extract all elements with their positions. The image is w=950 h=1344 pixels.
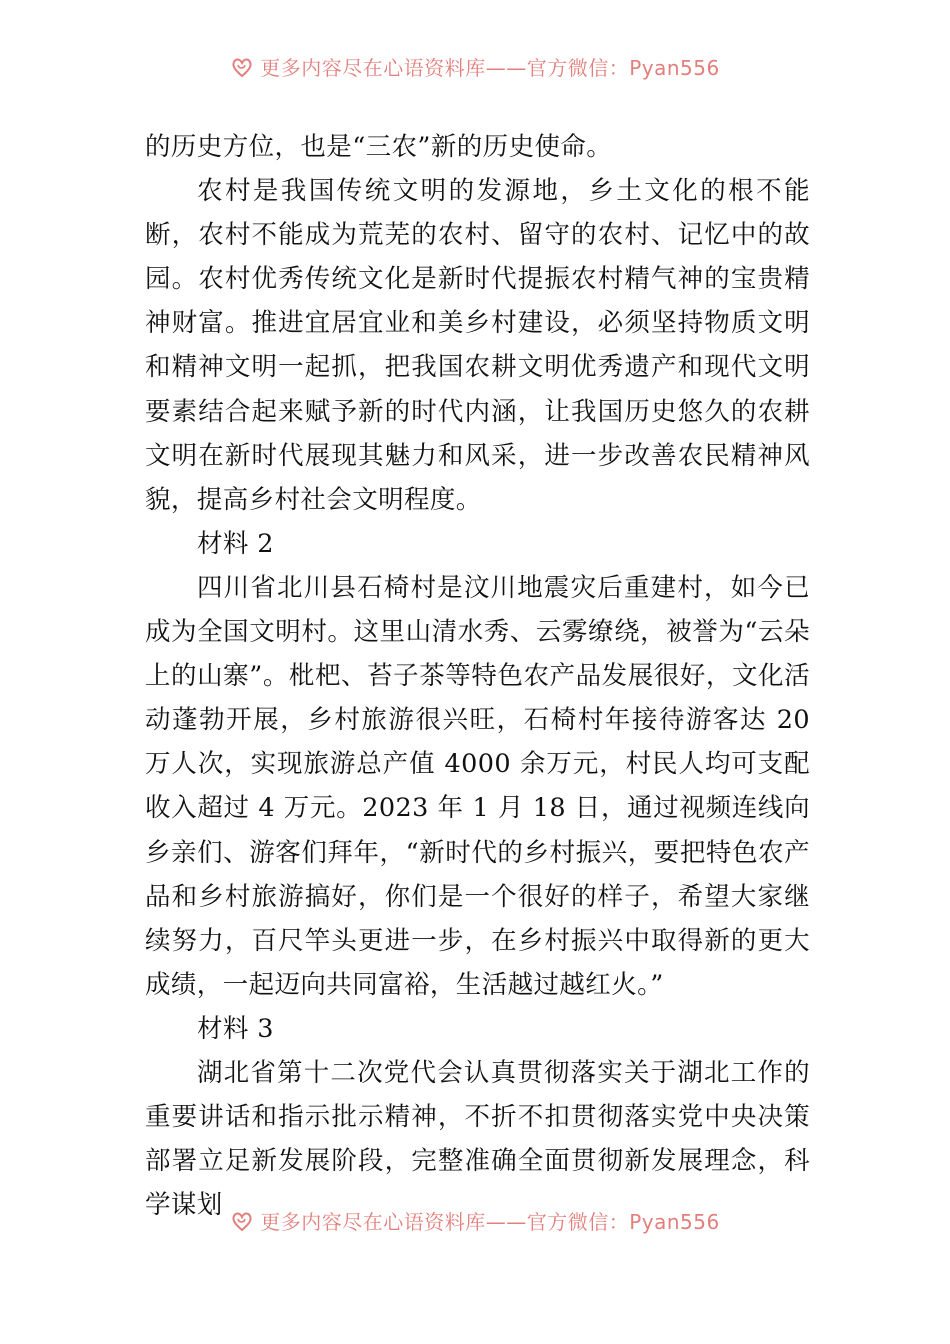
paragraph-shiyi-village: 四川省北川县石椅村是汶川地震灾后重建村，如今已成为全国文明村。这里山清水秀、云雾缭绕，被誉为“云朵上的山寨”。枇杷、苔子茶等特色农产品发展很好，文化活动蓬勃开展，乡村旅游很兴旺，石椅村年接待游客达 20 万人次，实现旅游总产值 4000 余万元，村民人均可支配收入超过 4 万元。2023 年 1 月 18 日，通过视频连线向乡亲们、游客们拜年，“新时代的乡村振兴，要把特色农产品和乡村旅游搞好，你们是一个很好的样子，希望大家继续努力，百尺竿头更进一步，在乡村振兴中取得新的更大成绩，一起迈向共同富裕，生活越过越红火。” (145, 572, 810, 1000)
header-watermark (0, 52, 950, 92)
material-2-heading: 材料 2 (197, 528, 274, 559)
paragraph-hubei-congress: 湖北省第十二次党代会认真贯彻落实关于湖北工作的重要讲话和指示批示精神，不折不扣贯彻落实党中央决策部署立足新发展阶段，完整准确全面贯彻新发展理念，科学谋划 (145, 1057, 810, 1221)
heart-swirl-logo-icon (230, 1209, 254, 1233)
heart-swirl-logo-icon (230, 55, 254, 79)
watermark-text: 更多内容尽在心语资料库——官方微信：Pyan556 (260, 56, 720, 80)
paragraph-continuation: 的历史方位，也是“三农”新的历史使命。 (145, 132, 613, 162)
watermark-text: 更多内容尽在心语资料库——官方微信：Pyan556 (260, 1210, 720, 1234)
document-body (145, 125, 810, 1227)
footer-watermark (0, 1206, 950, 1246)
material-3-heading: 材料 3 (197, 1013, 274, 1044)
paragraph-rural-culture: 农村是我国传统文明的发源地，乡土文化的根不能断，农村不能成为荒芜的农村、留守的农村、记忆中的故园。农村优秀传统文化是新时代提振农村精气神的宝贵精神财富。推进宜居宜业和美乡村建设，必须坚持物质文明和精神文明一起抓，把我国农耕文明优秀遗产和现代文明要素结合起来赋予新的时代内涵，让我国历史悠久的农耕文明在新时代展现其魅力和风采，进一步改善农民精神风貌，提高乡村社会文明程度。 (145, 176, 810, 515)
